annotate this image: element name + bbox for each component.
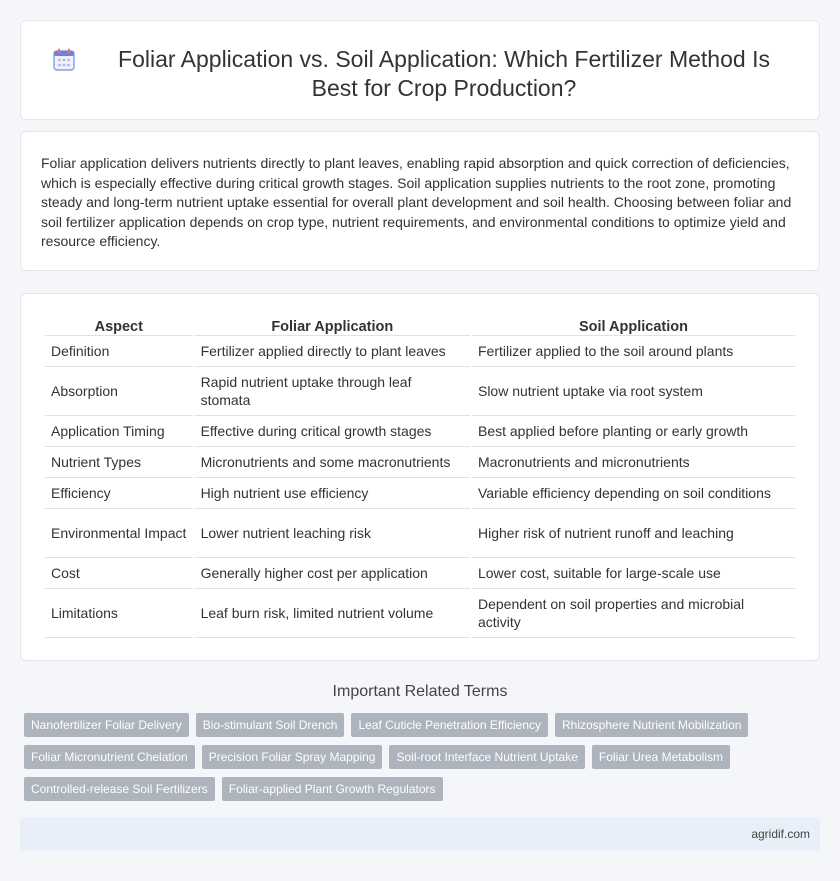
cell-soil: Dependent on soil properties and microbial activity: [472, 589, 795, 638]
related-terms-list: [24, 713, 820, 801]
cell-aspect: Absorption: [45, 367, 193, 416]
table-row: [45, 336, 795, 367]
term-tag[interactable]: Foliar Urea Metabolism: [592, 745, 730, 769]
intro-card: [20, 131, 820, 271]
term-tag[interactable]: Bio-stimulant Soil Drench: [196, 713, 345, 737]
header-soil: Soil Application: [472, 316, 795, 336]
footer: [20, 817, 820, 851]
cell-foliar: Generally higher cost per application: [195, 558, 470, 589]
cell-foliar: Leaf burn risk, limited nutrient volume: [195, 589, 470, 638]
header-aspect: Aspect: [45, 316, 193, 336]
term-tag[interactable]: Soil-root Interface Nutrient Uptake: [389, 745, 584, 769]
comparison-table: [43, 316, 797, 638]
table-row: [45, 509, 795, 558]
title-row: [21, 21, 819, 103]
term-tag[interactable]: Nanofertilizer Foliar Delivery: [24, 713, 189, 737]
term-tag[interactable]: Precision Foliar Spray Mapping: [202, 745, 383, 769]
cell-foliar: Rapid nutrient uptake through leaf stomata: [195, 367, 470, 416]
cell-foliar: High nutrient use efficiency: [195, 478, 470, 509]
cell-aspect: Definition: [45, 336, 193, 367]
cell-aspect: Limitations: [45, 589, 193, 638]
cell-foliar: Micronutrients and some macronutrients: [195, 447, 470, 478]
cell-soil: Slow nutrient uptake via root system: [472, 367, 795, 416]
term-tag[interactable]: Rhizosphere Nutrient Mobilization: [555, 713, 748, 737]
comparison-card: [20, 293, 820, 661]
table-row: [45, 447, 795, 478]
term-tag[interactable]: Foliar-applied Plant Growth Regulators: [222, 777, 443, 801]
cell-foliar: Effective during critical growth stages: [195, 416, 470, 447]
term-tag[interactable]: Foliar Micronutrient Chelation: [24, 745, 195, 769]
table-row: [45, 478, 795, 509]
footer-site-link[interactable]: agridif.com: [751, 827, 810, 841]
cell-aspect: Application Timing: [45, 416, 193, 447]
header-foliar: Foliar Application: [195, 316, 470, 336]
related-terms-heading: Important Related Terms: [332, 683, 508, 700]
table-row: [45, 367, 795, 416]
intro-paragraph: Foliar application delivers nutrients directly to plant leaves, enabling rapid absorption and quick correction of deficiencies, which is especially effective during critical growth stages. Soil application supplies nutrients to the root zone, promoting steady and long-term nutrient uptake essential for overall plant development and soil health. Choosing between foliar and soil fertilizer application depends on crop type, nutrient requirements, and environmental conditions to optimize yield and resource efficiency.: [41, 155, 792, 249]
cell-aspect: Environmental Impact: [45, 509, 193, 558]
table-header-row: [45, 316, 795, 336]
term-tag[interactable]: Leaf Cuticle Penetration Efficiency: [351, 713, 548, 737]
cell-aspect: Nutrient Types: [45, 447, 193, 478]
table-row: [45, 589, 795, 638]
cell-soil: Variable efficiency depending on soil conditions: [472, 478, 795, 509]
cell-soil: Fertilizer applied to the soil around plants: [472, 336, 795, 367]
term-tag[interactable]: Controlled-release Soil Fertilizers: [24, 777, 215, 801]
cell-soil: Lower cost, suitable for large-scale use: [472, 558, 795, 589]
cell-foliar: Lower nutrient leaching risk: [195, 509, 470, 558]
calendar-icon: [51, 47, 77, 73]
cell-aspect: Efficiency: [45, 478, 193, 509]
table-row: [45, 416, 795, 447]
page-title: Foliar Application vs. Soil Application: Which Fertilizer Method Is Best for Crop Production?: [118, 46, 770, 101]
cell-aspect: Cost: [45, 558, 193, 589]
cell-soil: Best applied before planting or early growth: [472, 416, 795, 447]
cell-foliar: Fertilizer applied directly to plant leaves: [195, 336, 470, 367]
cell-soil: Macronutrients and micronutrients: [472, 447, 795, 478]
cell-soil: Higher risk of nutrient runoff and leaching: [472, 509, 795, 558]
title-card: [20, 20, 820, 120]
table-row: [45, 558, 795, 589]
